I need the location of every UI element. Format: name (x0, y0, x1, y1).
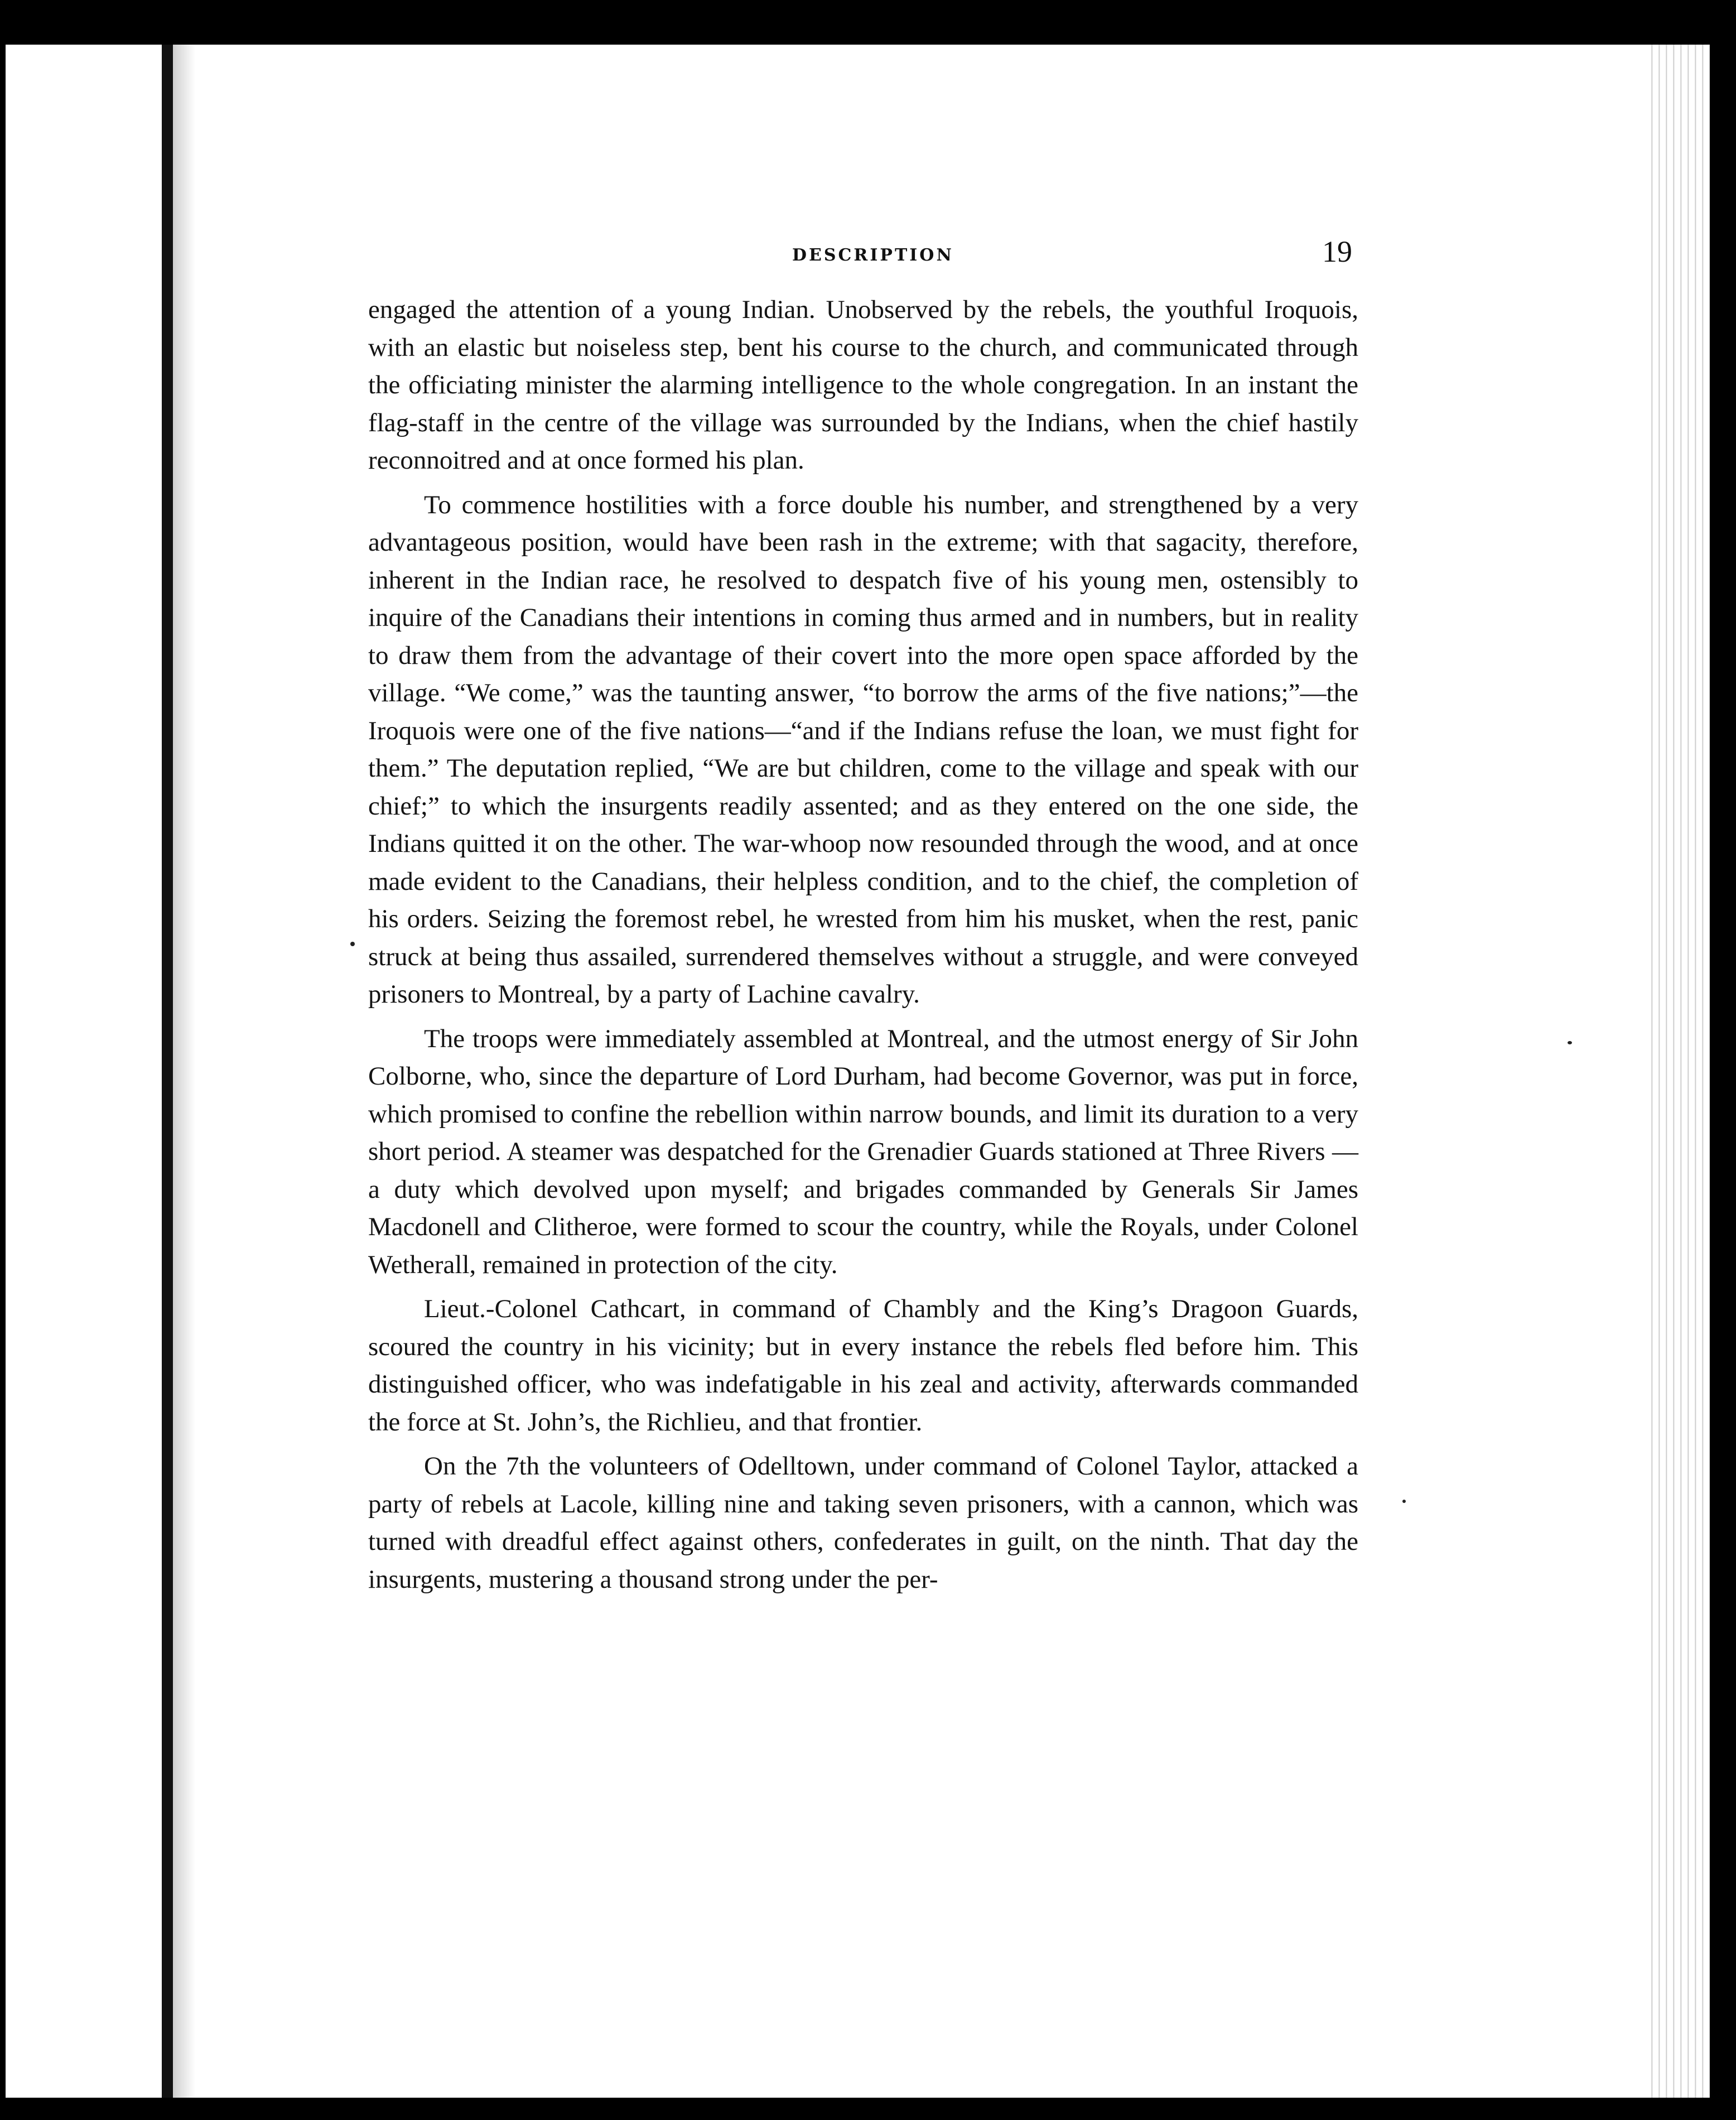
scanner-border-bottom (0, 2098, 1736, 2120)
page-fore-edge (1646, 45, 1710, 2098)
paragraph-3: The troops were immediately assembled at Montreal, and the utmost energy of Sir John Colborne, who, since the departure of Lord Durham, had become Governor, was put in force, which promised to confine the rebellion within narrow bounds, and limit its duration to a very short period. A steamer was despatched for the Grenadier Guards stationed at Three Rivers — a duty which devolved upon myself; and brigades commanded by Generals Sir James Macdonell and Clitheroe, were formed to scour the country, while the Royals, under Colonel Wetherall, remained in protection of the city. (368, 1024, 1358, 1279)
page-number: 19 (1322, 235, 1352, 268)
paragraph-4: Lieut.-Colonel Cathcart, in command of Chambly and the King’s Dragoon Guards, scoured the country in his vicinity; but in every instance the rebels fled before him. This distinguished officer, who was indefatigable in his zeal and activity, afterwards commanded the force at St. John’s, the Richlieu, and that frontier. (368, 1294, 1358, 1437)
scan-speck (1402, 1500, 1406, 1503)
running-head: DESCRIPTION (792, 245, 954, 265)
scanner-border-right (1710, 0, 1736, 2120)
scan-speck (350, 942, 355, 946)
scan-speck (1568, 1041, 1572, 1044)
scanner-border-top (0, 0, 1736, 45)
paragraph-2: To commence hostilities with a force double his number, and strengthened by a very advantageous position, would have been rash in the extreme; with that sagacity, therefore, inherent in the Indian race, he resolved to despatch five of his young men, ostensibly to inquire of the Canadians their intentions in coming thus armed and in numbers, but in reality to draw them from the advantage of their covert into the more open space afforded by the village. “We come,” was the taunting answer, “to borrow the arms of the five nations;”—the Iroquois were one of the five nations—“and if the Indians refuse the loan, we must fight for them.” The deputation replied, “We are but children, come to the village and speak with our chief;” to which the insurgents readily assented; and as they entered on the one side, the Indians quitted it on the other. The war-whoop now resounded through the wood, and at once made evident to the Canadians, their helpless condition, and to the chief, the completion of his orders. Seizing the foremost rebel, he wrested from him his musket, when the rest, panic struck at being thus assailed, surrendered themselves without a struggle, and were conveyed prisoners to Montreal, by a party of Lachine cavalry. (368, 490, 1358, 1009)
book-gutter (162, 45, 173, 2098)
facing-page-edge (6, 45, 162, 2098)
paragraph-1: engaged the attention of a young Indian. Unobserved by the rebels, the youthful Iroquois, with an elastic but noiseless step, bent his course to the church, and communicated through the officiating minister the alarming intelligence to the whole congregation. In an instant the flag-staff in the centre of the village was surrounded by the Indians, when the chief hastily reconnoitred and at once formed his plan. (368, 295, 1358, 475)
body-text (368, 291, 1358, 1605)
gutter-shadow (173, 45, 195, 2098)
scanner-border-left (0, 0, 6, 2120)
paragraph-5: On the 7th the volunteers of Odelltown, under command of Colonel Taylor, attacked a party of rebels at Lacole, killing nine and taking seven prisoners, with a cannon, which was turned with dreadful effect against others, confederates in guilt, on the ninth. That day the insurgents, mustering a thousand strong under the per- (368, 1452, 1358, 1594)
